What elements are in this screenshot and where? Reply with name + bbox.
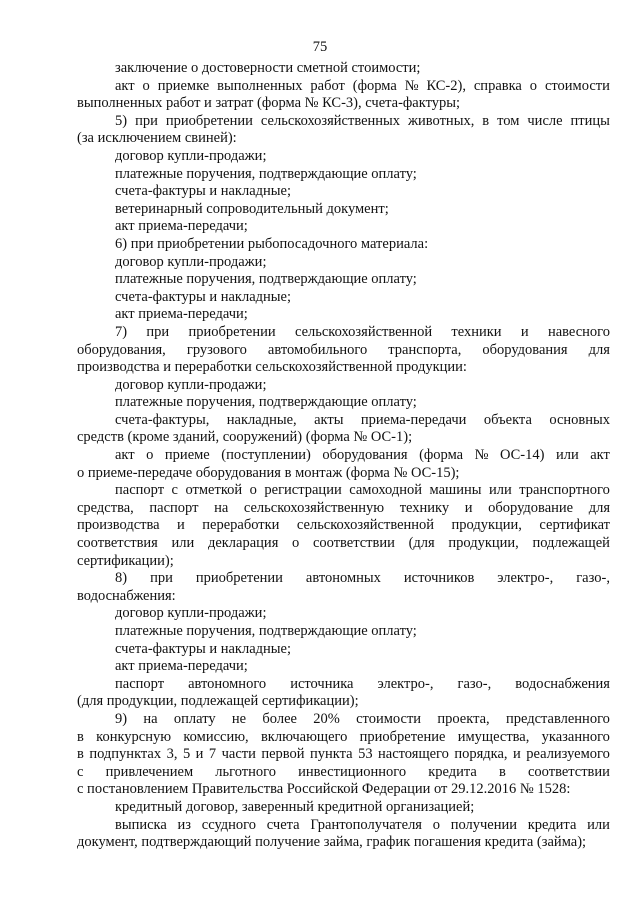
text-line: в конкурсную комиссию, включающего приобретение имущества, указанного (77, 728, 610, 745)
text-line: договор купли-продажи; (115, 253, 267, 270)
text-line: счета-фактуры и накладные; (115, 640, 291, 657)
text-line: 7) при приобретении сельскохозяйственной техники и навесного (115, 323, 610, 340)
text-line: 9) на оплату не более 20% стоимости проекта, представленного (115, 710, 610, 727)
text-line: 6) при приобретении рыбопосадочного материала: (115, 235, 429, 252)
text-line: кредитный договор, заверенный кредитной организацией; (115, 798, 475, 815)
text-line: сертификации); (77, 552, 174, 569)
text-line: акт приема-передачи; (115, 658, 248, 675)
text-line: платежные поручения, подтверждающие оплату; (115, 623, 417, 639)
text-line: соответствия или декларация о соответствии (для продукции, подлежащей (77, 535, 610, 552)
text-line: акт приема-передачи; (115, 306, 248, 323)
text-line: платежные поручения, подтверждающие оплату; (115, 165, 417, 182)
text-line: 8) при приобретении автономных источников электро-, газо-, (115, 570, 610, 587)
text-line: производства и переработки сельскохозяйственной продукции: (77, 359, 467, 376)
text-line: заключение о достоверности сметной стоимости; (115, 60, 421, 76)
text-line: документ, подтверждающий получение займа, график погашения кредита (займа); (77, 834, 587, 851)
text-line: акт о приемке выполненных работ (форма № КС-2), справка о стоимости (115, 77, 610, 94)
text-line: выполненных работ и затрат (форма № КС-3), счета-фактуры; (77, 95, 461, 112)
text-line: акт приема-передачи; (115, 218, 248, 235)
text-line: выписка из ссудного счета Грантополучателя о получении кредита или (115, 816, 610, 833)
text-line: платежные поручения, подтверждающие оплату; (115, 271, 417, 288)
text-line: (для продукции, подлежащей сертификации); (77, 693, 359, 710)
text-line: в подпунктах 3, 5 и 7 части первой пункта 53 настоящего порядка, и реализуемого (77, 746, 610, 763)
text-line: производства и переработки сельскохозяйственной продукции, сертификат (77, 517, 610, 534)
text-line: платежные поручения, подтверждающие оплату; (115, 394, 417, 411)
text-line: с постановлением Правительства Российской Федерации от 29.12.2016 № 1528: (77, 781, 571, 798)
text-line: средств (кроме зданий, сооружений) (форма № ОС-1); (77, 429, 413, 446)
text-line: счета-фактуры и накладные; (115, 183, 291, 200)
text-line: оборудования, грузового автомобильного транспорта, оборудования для (77, 341, 610, 358)
text-line: о приеме-передаче оборудования в монтаж (форма № ОС-15); (77, 464, 460, 481)
text-line: паспорт автономного источника электро-, газо-, водоснабжения (115, 675, 610, 692)
text-line: средства, паспорт на сельскохозяйственную технику и оборудование для (77, 499, 610, 516)
text-line: договор купли-продажи; (115, 147, 267, 164)
page-number: 75 (312, 39, 328, 55)
text-line: договор купли-продажи; (115, 376, 267, 393)
text-line: акт о приеме (поступлении) оборудования (форма № ОС-14) или акт (115, 447, 610, 464)
text-line: договор купли-продажи; (115, 605, 267, 622)
text-line: ветеринарный сопроводительный документ; (115, 200, 389, 217)
text-line: (за исключением свиней): (77, 130, 237, 147)
text-line: водоснабжения: (77, 587, 176, 604)
text-line: счета-фактуры, накладные, акты приема-передачи объекта основных (115, 411, 610, 428)
text-line: паспорт с отметкой о регистрации самоходной машины или транспортного (115, 482, 610, 499)
text-line: счета-фактуры и накладные; (115, 288, 291, 305)
text-line: с привлечением льготного инвестиционного кредита в соответствии (77, 763, 610, 780)
document-body (77, 60, 610, 852)
text-line: 5) при приобретении сельскохозяйственных животных, в том числе птицы (115, 112, 610, 129)
